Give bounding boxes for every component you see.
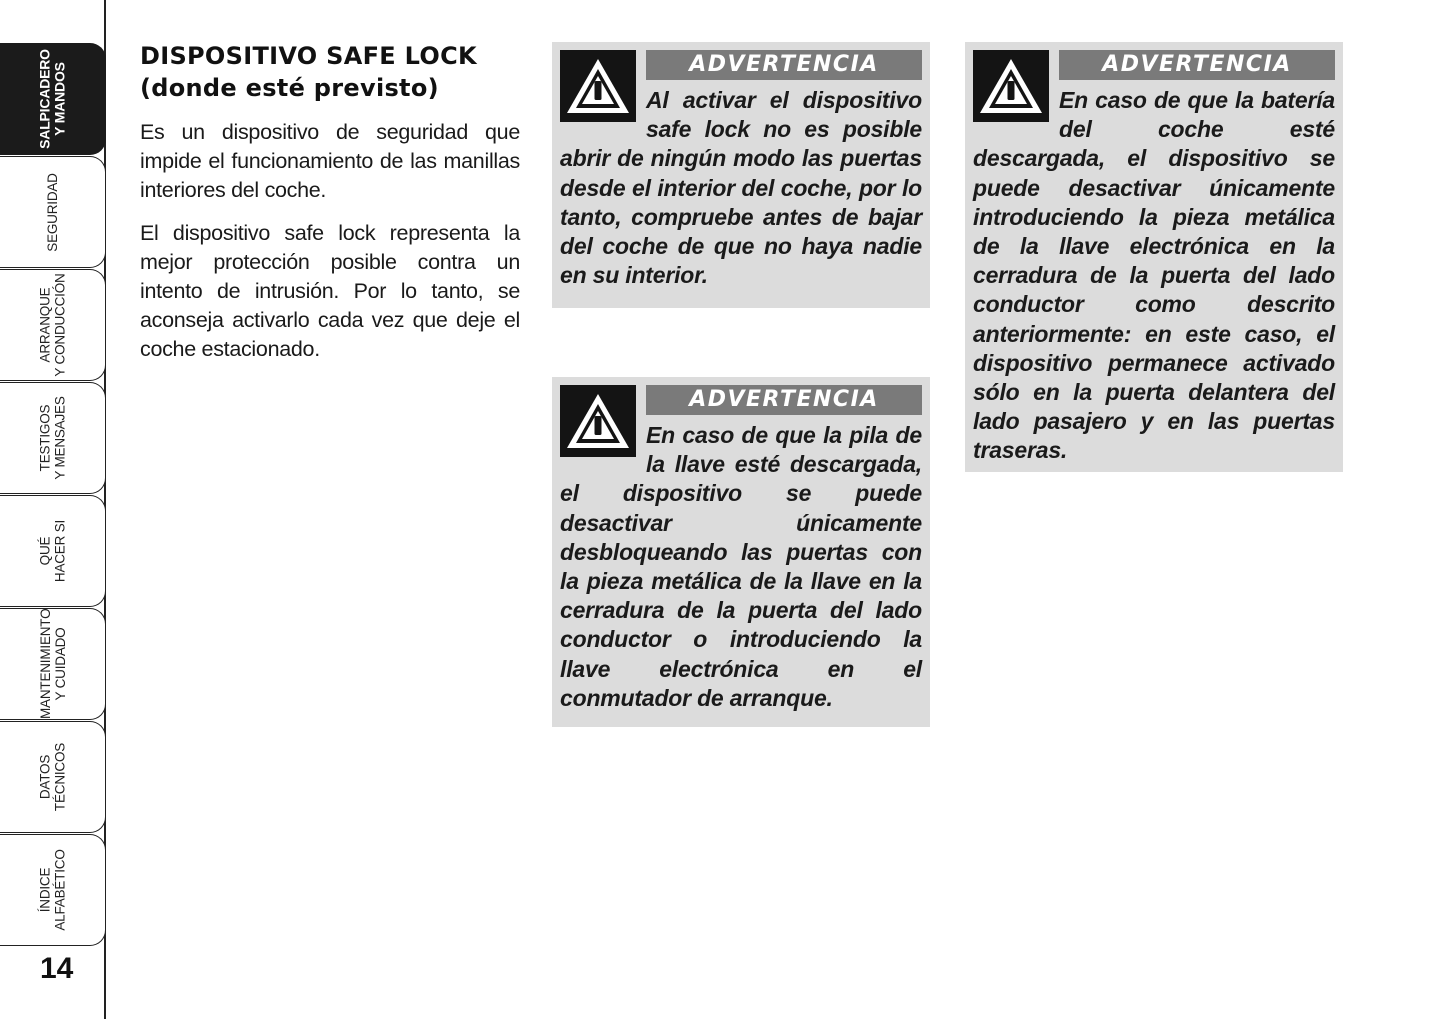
tab-mantenimiento-y-cuidado[interactable]: [0, 608, 106, 720]
warning-text: En caso de que la batería del coche esté descargada, el dispositivo se puede desactivar únicamente introduciendo la pieza metálica de la llave electrónica en la cerradura de la puerta del lado conductor como descrito anteriormente: en este caso, el dispositivo permanece activado sólo en la puerta delantera del lado pasajero y en las puertas traseras.: [973, 87, 1335, 464]
warning-triangle-icon: [560, 50, 636, 122]
tab-label: MANTENIMIENTO Y CUIDADO: [37, 608, 68, 719]
page-title: [140, 40, 520, 104]
warning-heading: ADVERTENCIA: [1059, 50, 1335, 80]
title-line-1: DISPOSITIVO SAFE LOCK: [140, 42, 477, 70]
warning-heading: ADVERTENCIA: [646, 50, 922, 80]
tab-arranque-y-conduccion[interactable]: [0, 269, 106, 381]
paragraph-intro: Es un dispositivo de seguridad que impide el funcionamiento de las manillas interiores del coche.: [140, 120, 520, 202]
warning-box-1: [552, 42, 930, 308]
tab-label: QUÉ HACER SI: [37, 519, 68, 583]
warning-box-3: [965, 42, 1343, 472]
warning-triangle-icon: [973, 50, 1049, 122]
tab-salpicadero-y-mandos[interactable]: [0, 43, 106, 155]
warning-heading: ADVERTENCIA: [646, 385, 922, 415]
tab-label: ARRANQUE Y CONDUCCIÓN: [37, 273, 68, 377]
article-safe-lock: [140, 40, 520, 364]
tab-que-hacer-si[interactable]: [0, 495, 106, 607]
warning-triangle-icon: [560, 385, 636, 457]
warning-text: Al activar el dispositivo safe lock no es posible abrir de ningún modo las puertas desde el interior del coche, por lo tanto, compruebe antes de bajar del coche de que no haya nadie en su interior.: [560, 87, 922, 289]
tab-label: ÍNDICE ALFABÉTICO: [37, 849, 68, 931]
tab-label: SALPICADERO Y MANDOS: [36, 49, 68, 149]
tab-datos-tecnicos[interactable]: [0, 721, 106, 833]
tab-testigos-y-mensajes[interactable]: [0, 382, 106, 494]
warning-text: En caso de que la pila de la llave esté descargada, el dispositivo se puede desactivar únicamente desbloqueando las puertas con la pieza metálica de la llave en la cerradura de la puerta del lado conductor o introduciendo la llave electrónica en el conmutador de arranque.: [560, 422, 922, 711]
tab-label: SEGURIDAD: [45, 172, 60, 252]
tab-indice-alfabetico[interactable]: [0, 834, 106, 946]
page-number: 14: [40, 952, 74, 985]
title-line-2: (donde esté previsto): [140, 74, 439, 102]
chapter-tabs: [0, 0, 108, 1019]
paragraph-protection: El dispositivo safe lock representa la mejor protección posible contra un intento de intrusión. Por lo tanto, se aconseja activarlo cada vez que deje el coche estacionado.: [140, 221, 520, 361]
tab-seguridad[interactable]: [0, 156, 106, 268]
tab-label: DATOS TÉCNICOS: [37, 742, 68, 812]
tab-label: TESTIGOS Y MENSAJES: [37, 396, 68, 480]
warning-box-2: [552, 377, 930, 727]
